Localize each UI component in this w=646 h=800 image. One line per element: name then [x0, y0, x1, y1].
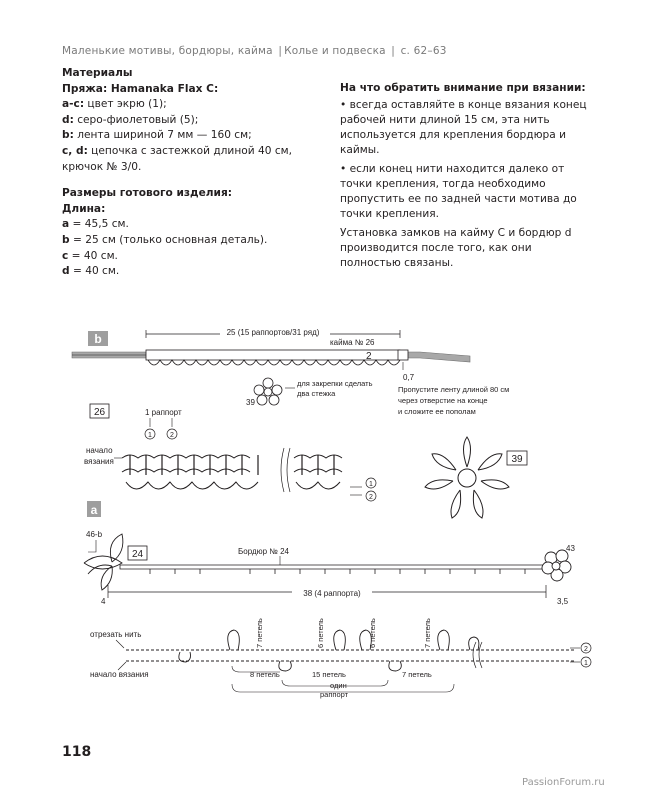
diagram-26-tag-label: 26 [93, 407, 106, 418]
border-label: Бордюр № 24 [238, 547, 290, 556]
diagram-b-value-07: 0,7 [403, 373, 415, 382]
watermark: PassionForum.ru [522, 777, 605, 788]
diagram-26-side-1: 1 [369, 481, 373, 488]
material-d-label: d: [62, 113, 74, 126]
diagram-24-circle-1: 1 [584, 660, 588, 667]
material-b-label: b: [62, 129, 74, 142]
material-cd-text: цепочка с застежкой длиной 40 см, [87, 144, 293, 157]
border-strip [120, 565, 548, 569]
size-b-text: = 25 см (только основная деталь). [69, 233, 268, 246]
material-ac-label: a-c: [62, 98, 85, 111]
loops-6-b: 6 петель [368, 618, 377, 648]
hook-line: крючок № 3/0. [62, 160, 142, 173]
diagram-a [84, 501, 575, 606]
page-header: Маленькие мотивы, бордюры, кайма | Колье и подвеска | с. 62–63 [62, 45, 447, 57]
size-d-text: = 40 см. [69, 265, 120, 278]
size-a-label: a [62, 218, 70, 231]
start-label-2: вязания [84, 457, 114, 466]
ribbon-note-1: Пропустите ленту длиной 80 см [398, 385, 510, 394]
diagram-a-width-label: 38 (4 раппорта) [303, 589, 361, 598]
loops-8: 8 петель [250, 670, 280, 679]
clasp-flower [542, 550, 571, 581]
ribbon-note-3: и сложите ее пополам [398, 407, 476, 416]
size-c-text: = 40 см. [68, 249, 118, 262]
diagram-b-tag-label: b [94, 332, 102, 346]
size-d-label: d [62, 265, 70, 278]
size-a-text: = 45,5 см. [69, 218, 129, 231]
materials-heading: Материалы [62, 67, 133, 79]
value-43: 43 [566, 544, 575, 553]
diagram-24-tag-label: 24 [131, 549, 144, 560]
attach-note-1: для закрепки сделать [297, 379, 373, 388]
yarn-line: Пряжа: Hamanaka Flax C: [62, 82, 219, 95]
length-heading: Длина: [62, 202, 106, 215]
diagram-b-number-39: 39 [246, 398, 255, 407]
motif-label: 46-b [86, 530, 103, 539]
diagram-24-chart [90, 618, 591, 699]
material-cd-label: c, d: [62, 144, 88, 157]
repeat-one: один [330, 681, 347, 690]
material-b-text: лента шириной 7 мм — 160 см; [73, 129, 252, 142]
sizes-heading: Размеры готового изделия: [62, 187, 233, 200]
diagram-b-body [146, 350, 400, 360]
material-ac-text: цвет экрю (1); [84, 98, 167, 111]
flower-chart-39 [425, 437, 509, 518]
crochet-chart-26 [122, 455, 342, 489]
ribbon-note-2: через отверстие на конце [398, 396, 488, 405]
loops-6-a: 6 петель [316, 618, 325, 648]
note-bullet-1: • всегда оставляйте в конце вязания конец рабочей нити длиной 15 см, эта нить используется для крепления бордюра и каймы. [340, 99, 587, 156]
material-d-text: серо-фиолетовый (5); [73, 113, 199, 126]
flower-motif-small [254, 378, 282, 405]
header-section: Маленькие мотивы, бордюры, кайма [62, 45, 273, 57]
diagram-26-side-2: 2 [369, 494, 373, 501]
diagram-24-circle-2: 2 [584, 646, 588, 653]
stitch-rows [126, 630, 575, 671]
loops-7-b: 7 петель [423, 618, 432, 648]
diagram-b-width-label: 25 (15 раппортов/31 ряд) [226, 328, 320, 337]
notes-heading: На что обратить внимание при вязании: [340, 82, 586, 94]
scallop-edge [148, 360, 400, 365]
repeat-word: раппорт [320, 690, 349, 699]
diagram-26-circle-1: 1 [148, 432, 152, 439]
value-4: 4 [101, 597, 106, 606]
loops-15: 15 петель [312, 670, 346, 679]
cut-label: отрезать нить [90, 630, 142, 639]
header-pages: с. 62–63 [400, 45, 447, 57]
page-number: 118 [62, 744, 92, 760]
edging-label: кайма № 26 [330, 338, 375, 347]
diagram-26 [84, 404, 376, 501]
size-b-label: b [62, 233, 70, 246]
assembly-note: Установка замков на кайму C и бордюр d производится после того, как они полностью связаны. [340, 227, 572, 269]
repeat-label: 1 раппорт [145, 408, 182, 417]
start-label-24: начало вязания [90, 670, 149, 679]
note-bullet-2: • если конец нити находится далеко от точки крепления, тогда необходимо пропустить ее по задней части мотива до точки крепления. [340, 163, 577, 220]
diagram-39-tag-label: 39 [511, 454, 523, 465]
diagram-26-circle-2: 2 [170, 432, 174, 439]
start-label-1: начало [86, 446, 113, 455]
attach-note-2: два стежка [297, 389, 336, 398]
loops-7-a: 7 петель [255, 618, 264, 648]
diagram-a-tag-label: a [90, 503, 98, 517]
picot-row [150, 569, 525, 574]
header-item: Колье и подвеска [284, 45, 386, 57]
loops-7-c: 7 петель [402, 670, 432, 679]
leaf-motif [84, 534, 123, 590]
diagram-b-number-2: 2 [366, 351, 372, 362]
value-35: 3,5 [557, 597, 569, 606]
size-c-label: c [62, 249, 69, 262]
diagram-b [72, 326, 509, 416]
diagram-39 [425, 437, 527, 518]
